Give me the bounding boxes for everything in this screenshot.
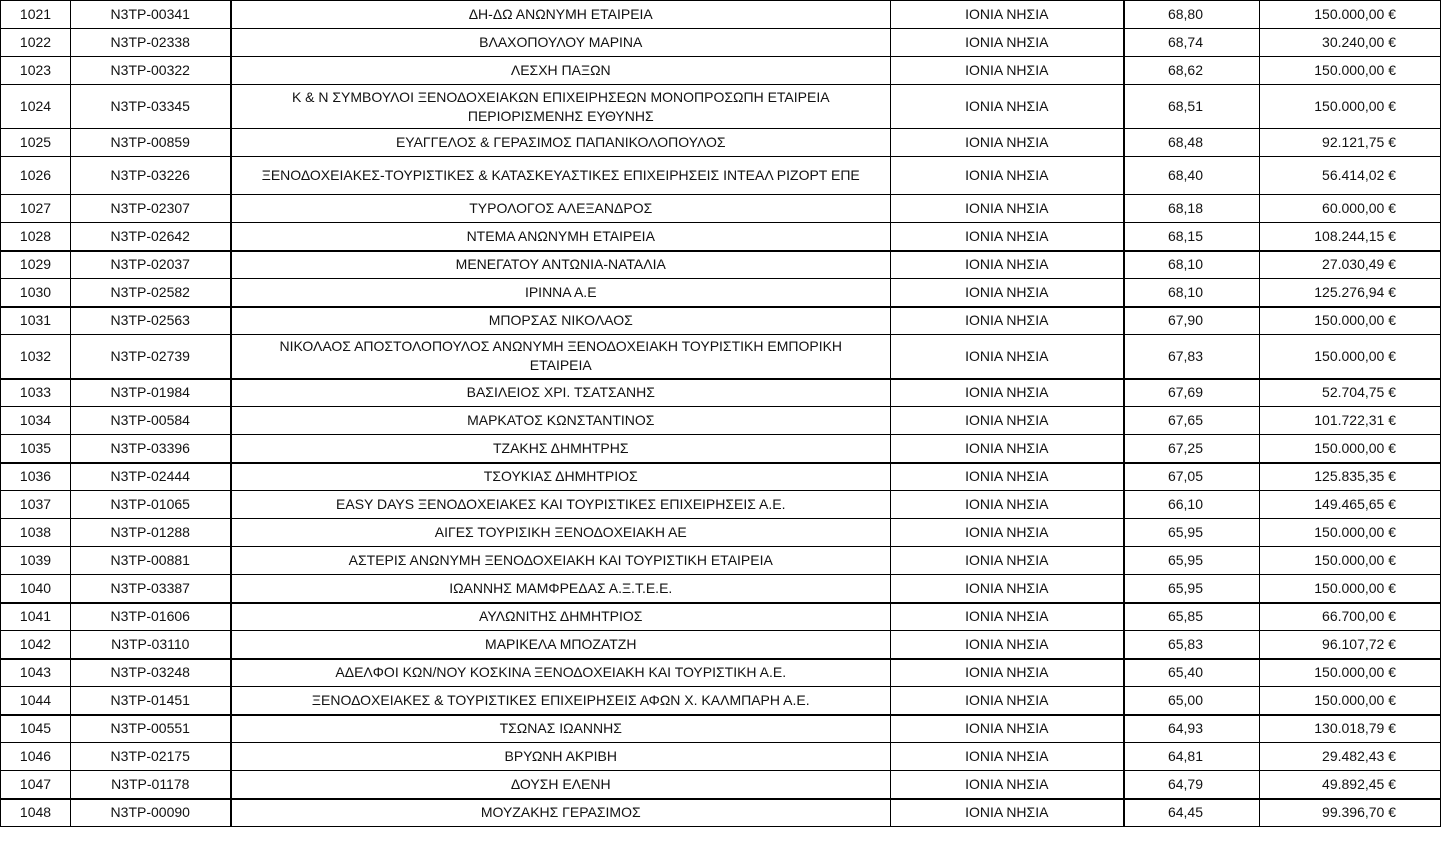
- application-code: N3TP-00322: [71, 57, 231, 85]
- amount: 108.244,15 €: [1260, 223, 1441, 251]
- beneficiary-name: ΔΗ-ΔΩ ΑΝΩΝΥΜΗ ΕΤΑΙΡΕΙΑ: [231, 1, 891, 29]
- region: ΙΟΝΙΑ ΝΗΣΙΑ: [891, 129, 1124, 157]
- table-row: [1, 29, 1441, 57]
- application-code: N3TP-01984: [71, 379, 231, 407]
- application-code: N3TP-00881: [71, 547, 231, 575]
- score: 68,15: [1124, 223, 1260, 251]
- table-row: [1, 435, 1441, 463]
- application-code: N3TP-02582: [71, 279, 231, 307]
- amount: 150.000,00 €: [1260, 435, 1441, 463]
- amount: 56.414,02 €: [1260, 157, 1441, 195]
- table-row: [1, 743, 1441, 771]
- score: 64,45: [1124, 799, 1260, 827]
- table-row: [1, 223, 1441, 251]
- table-row: [1, 575, 1441, 603]
- table-row: [1, 195, 1441, 223]
- score: 68,18: [1124, 195, 1260, 223]
- amount: 99.396,70 €: [1260, 799, 1441, 827]
- row-number: 1024: [1, 85, 71, 129]
- table-row: [1, 519, 1441, 547]
- score: 65,95: [1124, 519, 1260, 547]
- row-number: 1048: [1, 799, 71, 827]
- application-code: N3TP-01606: [71, 603, 231, 631]
- region: ΙΟΝΙΑ ΝΗΣΙΑ: [891, 463, 1124, 491]
- amount: 60.000,00 €: [1260, 195, 1441, 223]
- application-code: N3TP-02037: [71, 251, 231, 279]
- amount: 150.000,00 €: [1260, 307, 1441, 335]
- score: 64,93: [1124, 715, 1260, 743]
- application-code: N3TP-01288: [71, 519, 231, 547]
- application-code: N3TP-02642: [71, 223, 231, 251]
- amount: 150.000,00 €: [1260, 575, 1441, 603]
- score: 65,00: [1124, 687, 1260, 715]
- region: ΙΟΝΙΑ ΝΗΣΙΑ: [891, 407, 1124, 435]
- table-row: [1, 307, 1441, 335]
- score: 68,10: [1124, 251, 1260, 279]
- score: 65,40: [1124, 659, 1260, 687]
- score: 68,74: [1124, 29, 1260, 57]
- table-row: [1, 799, 1441, 827]
- region: ΙΟΝΙΑ ΝΗΣΙΑ: [891, 687, 1124, 715]
- score: 66,10: [1124, 491, 1260, 519]
- region: ΙΟΝΙΑ ΝΗΣΙΑ: [891, 519, 1124, 547]
- row-number: 1034: [1, 407, 71, 435]
- region: ΙΟΝΙΑ ΝΗΣΙΑ: [891, 29, 1124, 57]
- beneficiary-name: ΜΕΝΕΓΑΤΟΥ ΑΝΤΩΝΙΑ-ΝΑΤΑΛΙΑ: [231, 251, 891, 279]
- score: 67,65: [1124, 407, 1260, 435]
- table-row: [1, 279, 1441, 307]
- region: ΙΟΝΙΑ ΝΗΣΙΑ: [891, 491, 1124, 519]
- application-code: N3TP-03396: [71, 435, 231, 463]
- amount: 125.276,94 €: [1260, 279, 1441, 307]
- beneficiary-name: EASY DAYS ΞΕΝΟΔΟΧΕΙΑΚΕΣ ΚΑΙ ΤΟΥΡΙΣΤΙΚΕΣ ΕΠΙΧΕΙΡΗΣΕΙΣ Α.Ε.: [231, 491, 891, 519]
- score: 68,51: [1124, 85, 1260, 129]
- beneficiary-name: ΜΑΡΚΑΤΟΣ ΚΩΝΣΤΑΝΤΙΝΟΣ: [231, 407, 891, 435]
- beneficiary-name: ΕΥΑΓΓΕΛΟΣ & ΓΕΡΑΣΙΜΟΣ ΠΑΠΑΝΙΚΟΛΟΠΟΥΛΟΣ: [231, 129, 891, 157]
- amount: 150.000,00 €: [1260, 659, 1441, 687]
- score: 65,83: [1124, 631, 1260, 659]
- row-number: 1021: [1, 1, 71, 29]
- row-number: 1040: [1, 575, 71, 603]
- beneficiary-name: ΤΣΟΥΚΙΑΣ ΔΗΜΗΤΡΙΟΣ: [231, 463, 891, 491]
- row-number: 1030: [1, 279, 71, 307]
- score: 67,25: [1124, 435, 1260, 463]
- table-row: [1, 157, 1441, 195]
- region: ΙΟΝΙΑ ΝΗΣΙΑ: [891, 307, 1124, 335]
- row-number: 1033: [1, 379, 71, 407]
- beneficiary-name: ΙΡΙΝΝΑ Α.Ε: [231, 279, 891, 307]
- region: ΙΟΝΙΑ ΝΗΣΙΑ: [891, 379, 1124, 407]
- region: ΙΟΝΙΑ ΝΗΣΙΑ: [891, 435, 1124, 463]
- score: 68,62: [1124, 57, 1260, 85]
- region: ΙΟΝΙΑ ΝΗΣΙΑ: [891, 251, 1124, 279]
- table-row: [1, 335, 1441, 379]
- beneficiary-name: ΤΖΑΚΗΣ ΔΗΜΗΤΡΗΣ: [231, 435, 891, 463]
- amount: 30.240,00 €: [1260, 29, 1441, 57]
- amount: 125.835,35 €: [1260, 463, 1441, 491]
- amount: 27.030,49 €: [1260, 251, 1441, 279]
- score: 65,95: [1124, 575, 1260, 603]
- beneficiary-name: ΙΩΑΝΝΗΣ ΜΑΜΦΡΕΔΑΣ Α.Ξ.Τ.Ε.Ε.: [231, 575, 891, 603]
- score: 68,80: [1124, 1, 1260, 29]
- application-code: N3TP-03110: [71, 631, 231, 659]
- row-number: 1046: [1, 743, 71, 771]
- beneficiary-name: ΞΕΝΟΔΟΧΕΙΑΚΕΣ & ΤΟΥΡΙΣΤΙΚΕΣ ΕΠΙΧΕΙΡΗΣΕΙΣ ΑΦΩΝ Χ. ΚΑΛΜΠΑΡΗ Α.Ε.: [231, 687, 891, 715]
- amount: 150.000,00 €: [1260, 57, 1441, 85]
- table-row: [1, 85, 1441, 129]
- region: ΙΟΝΙΑ ΝΗΣΙΑ: [891, 157, 1124, 195]
- application-code: N3TP-00341: [71, 1, 231, 29]
- row-number: 1036: [1, 463, 71, 491]
- region: ΙΟΝΙΑ ΝΗΣΙΑ: [891, 335, 1124, 379]
- row-number: 1035: [1, 435, 71, 463]
- beneficiary-name: ΑΙΓΕΣ ΤΟΥΡΙΣΙΚΗ ΞΕΝΟΔΟΧΕΙΑΚΗ ΑΕ: [231, 519, 891, 547]
- score: 65,85: [1124, 603, 1260, 631]
- region: ΙΟΝΙΑ ΝΗΣΙΑ: [891, 603, 1124, 631]
- row-number: 1042: [1, 631, 71, 659]
- region: ΙΟΝΙΑ ΝΗΣΙΑ: [891, 575, 1124, 603]
- application-code: N3TP-02444: [71, 463, 231, 491]
- application-code: N3TP-01178: [71, 771, 231, 799]
- row-number: 1047: [1, 771, 71, 799]
- beneficiary-name: ΒΡΥΩΝΗ ΑΚΡΙΒΗ: [231, 743, 891, 771]
- beneficiary-name: Κ & Ν ΣΥΜΒΟΥΛΟΙ ΞΕΝΟΔΟΧΕΙΑΚΩΝ ΕΠΙΧΕΙΡΗΣΕΩΝ ΜΟΝΟΠΡΟΣΩΠΗ ΕΤΑΙΡΕΙΑ ΠΕΡΙΟΡΙΣΜΕΝΗΣ ΕΥΘΥΝΗΣ: [231, 85, 891, 129]
- application-code: N3TP-03387: [71, 575, 231, 603]
- row-number: 1039: [1, 547, 71, 575]
- score: 67,69: [1124, 379, 1260, 407]
- row-number: 1029: [1, 251, 71, 279]
- amount: 150.000,00 €: [1260, 519, 1441, 547]
- region: ΙΟΝΙΑ ΝΗΣΙΑ: [891, 1, 1124, 29]
- row-number: 1028: [1, 223, 71, 251]
- score: 65,95: [1124, 547, 1260, 575]
- table-row: [1, 771, 1441, 799]
- region: ΙΟΝΙΑ ΝΗΣΙΑ: [891, 57, 1124, 85]
- beneficiary-name: ΝΤΕΜΑ ΑΝΩΝΥΜΗ ΕΤΑΙΡΕΙΑ: [231, 223, 891, 251]
- score: 64,81: [1124, 743, 1260, 771]
- beneficiary-name: ΒΑΣΙΛΕΙΟΣ ΧΡΙ. ΤΣΑΤΣΑΝΗΣ: [231, 379, 891, 407]
- application-code: N3TP-02338: [71, 29, 231, 57]
- row-number: 1032: [1, 335, 71, 379]
- beneficiary-name: ΜΠΟΡΣΑΣ ΝΙΚΟΛΑΟΣ: [231, 307, 891, 335]
- amount: 150.000,00 €: [1260, 687, 1441, 715]
- table-row: [1, 57, 1441, 85]
- amount: 149.465,65 €: [1260, 491, 1441, 519]
- region: ΙΟΝΙΑ ΝΗΣΙΑ: [891, 743, 1124, 771]
- application-code: N3TP-02307: [71, 195, 231, 223]
- region: ΙΟΝΙΑ ΝΗΣΙΑ: [891, 631, 1124, 659]
- row-number: 1023: [1, 57, 71, 85]
- row-number: 1025: [1, 129, 71, 157]
- application-code: N3TP-01065: [71, 491, 231, 519]
- amount: 101.722,31 €: [1260, 407, 1441, 435]
- amount: 150.000,00 €: [1260, 547, 1441, 575]
- beneficiary-name: ΒΛΑΧΟΠΟΥΛΟΥ ΜΑΡΙΝΑ: [231, 29, 891, 57]
- table-row: [1, 407, 1441, 435]
- region: ΙΟΝΙΑ ΝΗΣΙΑ: [891, 279, 1124, 307]
- row-number: 1038: [1, 519, 71, 547]
- table-row: [1, 631, 1441, 659]
- table-row: [1, 463, 1441, 491]
- score: 68,40: [1124, 157, 1260, 195]
- beneficiary-name: ΛΕΣΧΗ ΠΑΞΩΝ: [231, 57, 891, 85]
- region: ΙΟΝΙΑ ΝΗΣΙΑ: [891, 547, 1124, 575]
- beneficiary-name: ΜΑΡΙΚΕΛΑ ΜΠΟΖΑΤΖΗ: [231, 631, 891, 659]
- row-number: 1037: [1, 491, 71, 519]
- amount: 150.000,00 €: [1260, 335, 1441, 379]
- region: ΙΟΝΙΑ ΝΗΣΙΑ: [891, 223, 1124, 251]
- beneficiary-name: ΑΥΛΩΝΙΤΗΣ ΔΗΜΗΤΡΙΟΣ: [231, 603, 891, 631]
- beneficiary-name: ΜΟΥΖΑΚΗΣ ΓΕΡΑΣΙΜΟΣ: [231, 799, 891, 827]
- table-row: [1, 715, 1441, 743]
- table-row: [1, 491, 1441, 519]
- amount: 52.704,75 €: [1260, 379, 1441, 407]
- row-number: 1022: [1, 29, 71, 57]
- beneficiary-name: ΑΔΕΛΦΟΙ ΚΩΝ/ΝΟΥ ΚΟΣΚΙΝΑ ΞΕΝΟΔΟΧΕΙΑΚΗ ΚΑΙ ΤΟΥΡΙΣΤΙΚΗ Α.Ε.: [231, 659, 891, 687]
- amount: 96.107,72 €: [1260, 631, 1441, 659]
- amount: 92.121,75 €: [1260, 129, 1441, 157]
- score: 67,83: [1124, 335, 1260, 379]
- region: ΙΟΝΙΑ ΝΗΣΙΑ: [891, 195, 1124, 223]
- application-code: N3TP-02175: [71, 743, 231, 771]
- row-number: 1045: [1, 715, 71, 743]
- region: ΙΟΝΙΑ ΝΗΣΙΑ: [891, 771, 1124, 799]
- table-row: [1, 129, 1441, 157]
- amount: 66.700,00 €: [1260, 603, 1441, 631]
- table-row: [1, 379, 1441, 407]
- score: 68,48: [1124, 129, 1260, 157]
- application-code: N3TP-00584: [71, 407, 231, 435]
- application-code: N3TP-03226: [71, 157, 231, 195]
- row-number: 1027: [1, 195, 71, 223]
- table-row: [1, 251, 1441, 279]
- amount: 150.000,00 €: [1260, 1, 1441, 29]
- score: 67,90: [1124, 307, 1260, 335]
- table-row: [1, 1, 1441, 29]
- beneficiary-name: ΝΙΚΟΛΑΟΣ ΑΠΟΣΤΟΛΟΠΟΥΛΟΣ ΑΝΩΝΥΜΗ ΞΕΝΟΔΟΧΕΙΑΚΗ ΤΟΥΡΙΣΤΙΚΗ ΕΜΠΟΡΙΚΗ ΕΤΑΙΡΕΙΑ: [231, 335, 891, 379]
- score: 67,05: [1124, 463, 1260, 491]
- amount: 130.018,79 €: [1260, 715, 1441, 743]
- beneficiary-name: ΤΥΡΟΛΟΓΟΣ ΑΛΕΞΑΝΔΡΟΣ: [231, 195, 891, 223]
- table-row: [1, 603, 1441, 631]
- score: 68,10: [1124, 279, 1260, 307]
- beneficiary-name: ΞΕΝΟΔΟΧΕΙΑΚΕΣ-ΤΟΥΡΙΣΤΙΚΕΣ & ΚΑΤΑΣΚΕΥΑΣΤΙΚΕΣ ΕΠΙΧΕΙΡΗΣΕΙΣ ΙΝΤΕΑΛ ΡΙΖΟΡΤ ΕΠΕ: [231, 157, 891, 195]
- row-number: 1043: [1, 659, 71, 687]
- table-row: [1, 687, 1441, 715]
- application-code: N3TP-00859: [71, 129, 231, 157]
- region: ΙΟΝΙΑ ΝΗΣΙΑ: [891, 799, 1124, 827]
- application-code: N3TP-03345: [71, 85, 231, 129]
- table-body: [1, 1, 1441, 827]
- application-code: N3TP-00551: [71, 715, 231, 743]
- beneficiary-name: ΤΣΩΝΑΣ ΙΩΑΝΝΗΣ: [231, 715, 891, 743]
- amount: 150.000,00 €: [1260, 85, 1441, 129]
- application-code: N3TP-03248: [71, 659, 231, 687]
- beneficiary-name: ΑΣΤΕΡΙΣ ΑΝΩΝΥΜΗ ΞΕΝΟΔΟΧΕΙΑΚΗ ΚΑΙ ΤΟΥΡΙΣΤΙΚΗ ΕΤΑΙΡΕΙΑ: [231, 547, 891, 575]
- score: 64,79: [1124, 771, 1260, 799]
- amount: 49.892,45 €: [1260, 771, 1441, 799]
- row-number: 1031: [1, 307, 71, 335]
- row-number: 1041: [1, 603, 71, 631]
- application-code: N3TP-02563: [71, 307, 231, 335]
- row-number: 1026: [1, 157, 71, 195]
- region: ΙΟΝΙΑ ΝΗΣΙΑ: [891, 659, 1124, 687]
- application-code: N3TP-00090: [71, 799, 231, 827]
- region: ΙΟΝΙΑ ΝΗΣΙΑ: [891, 715, 1124, 743]
- table-row: [1, 659, 1441, 687]
- region: ΙΟΝΙΑ ΝΗΣΙΑ: [891, 85, 1124, 129]
- application-code: N3TP-02739: [71, 335, 231, 379]
- amount: 29.482,43 €: [1260, 743, 1441, 771]
- row-number: 1044: [1, 687, 71, 715]
- beneficiary-name: ΔΟΥΣΗ ΕΛΕΝΗ: [231, 771, 891, 799]
- table-row: [1, 547, 1441, 575]
- application-code: N3TP-01451: [71, 687, 231, 715]
